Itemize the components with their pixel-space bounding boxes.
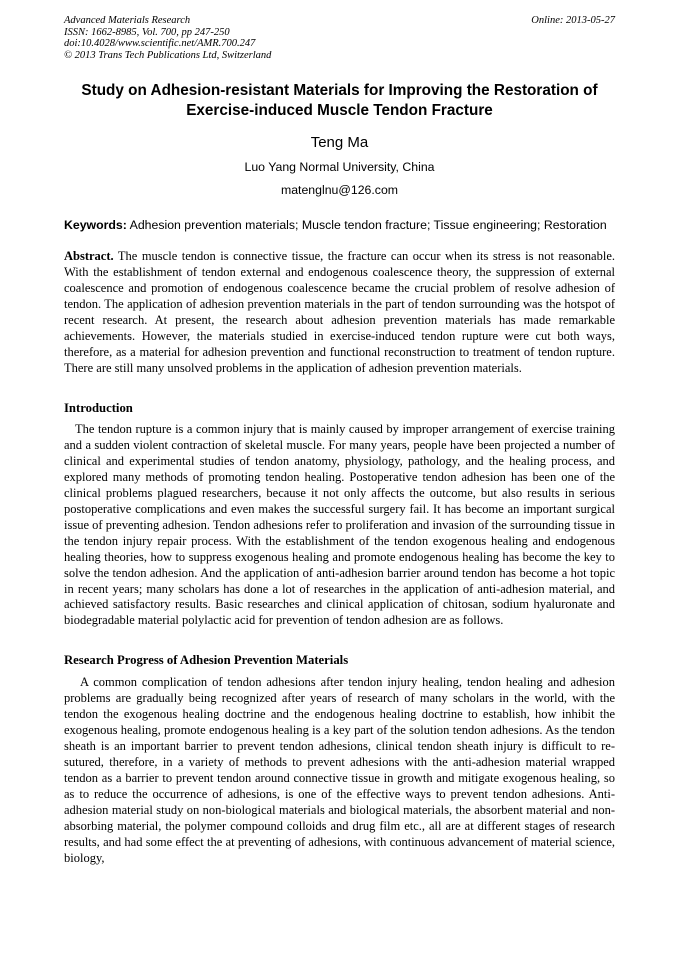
introduction-paragraph: The tendon rupture is a common injury that is mainly caused by improper arrangement of exercise training and a sudden violent contraction of skeletal muscle. For many years, people have been projected a number of clinical and experimental studies of tendon anatomy, physiology, pathology, and the healing process, and explored many methods of promoting tendon healing. Postoperative tendon adhesion has been one of the clinical problems plagued researchers, because it not only affects the outcome, but also results in serious postoperative complications and even makes the successful surgery fail. It has become an important surgical issue of preventing adhesion. Tendon adhesions refer to proliferation and invasion of the surrounding tissue in the tendon injury repair process. With the establishment of the tendon exogenous healing and endogenous healing theories, how to suppress exogenous healing and promote endogenous healing has become the key to solve the tendon adhesion. And the application of anti-adhesion barrier around tendon has become a hot topic in recent years; many scholars has done a lot of researches in the application of anti-adhesion material, and achieved satisfactory results. Basic researches and clinical application of chitosan, sodium hyaluronate and biodegradable material polylactic acid for prevention of tendon adhesion are as follows. <box>64 422 615 628</box>
keywords-text: Adhesion prevention materials; Muscle tendon fracture; Tissue engineering; Restoration <box>126 218 607 233</box>
author-name: Teng Ma <box>310 134 369 152</box>
research-progress-paragraph: A common complication of tendon adhesions after tendon injury healing, tendon healing and adhesion problems are gradually being recognized after years of research of many scholars in the world, with the tendon the exogenous healing doctrine and the endogenous healing doctrine to establish, how inhibit the exogenous healing, promote endogenous healing is a key part of the solution tendon adhesions. As the tendon sheath is an important barrier to prevent tendon adhesions, clinical tendon sheath injury is difficult to re-sutured, therefore, in a variety of methods to prevent adhesions with the anti-adhesion material wrapped tendon as a barrier to prevent tendon around connective tissue in growth and mitigate exogenous healing, so as to reduce the occurrence of adhesions, is one of the effective ways to prevent tendon adhesions. Anti- adhesion material study on non-biological materials and biological materials, the absorbent material and non-absorbing material, the polymer compound colloids and drug film etc., all are at different stages of research results, and had some effect the at preventing of adhesions, with continuous advancement of material science, biology, <box>64 675 615 865</box>
journal-name: Advanced Materials Research <box>64 15 191 26</box>
journal-issn: ISSN: 1662-8985, Vol. 700, pp 247-250 <box>64 26 230 38</box>
author-email: matenglnu@126.com <box>280 183 399 198</box>
section-heading-research-progress: Research Progress of Adhesion Prevention Materials <box>64 653 349 668</box>
journal-copyright: © 2013 Trans Tech Publications Ltd, Switzerland <box>64 49 272 61</box>
online-date: Online: 2013-05-27 <box>531 15 615 26</box>
abstract-text: The muscle tendon is connective tissue, the fracture can occur when its stress is not reasonable. With the establishment of tendon external and endogenous coalescence theory, the suppression of external coalescence and promotion of endogenous coalescence became the crucial problem of resolve adhesion of tendon. The application of adhesion prevention materials in the part of tendon surrounding was the hotspot of recent research. At present, the research about adhesion prevention materials has made remarkable achievements. However, the materials studied in exercise-induced tendon rupture were cut both ways, therefore, as a material for adhesion prevention and functional reconstruction to treatment of tendon rupture. There are still many unsolved problems in the application of adhesion prevention materials. <box>64 249 615 376</box>
keywords <box>64 217 615 233</box>
author-affiliation: Luo Yang Normal University, China <box>244 160 435 175</box>
abstract <box>64 249 615 377</box>
journal-doi: doi:10.4028/www.scientific.net/AMR.700.247 <box>64 38 256 50</box>
paper-title: Study on Adhesion-resistant Materials for Improving the Restoration of Exercise-induced Muscle Tendon Fracture <box>81 82 598 119</box>
keywords-label: Keywords: <box>64 218 127 233</box>
section-heading-introduction: Introduction <box>64 401 133 415</box>
journal-header <box>64 15 615 61</box>
abstract-label: Abstract. <box>64 249 114 264</box>
